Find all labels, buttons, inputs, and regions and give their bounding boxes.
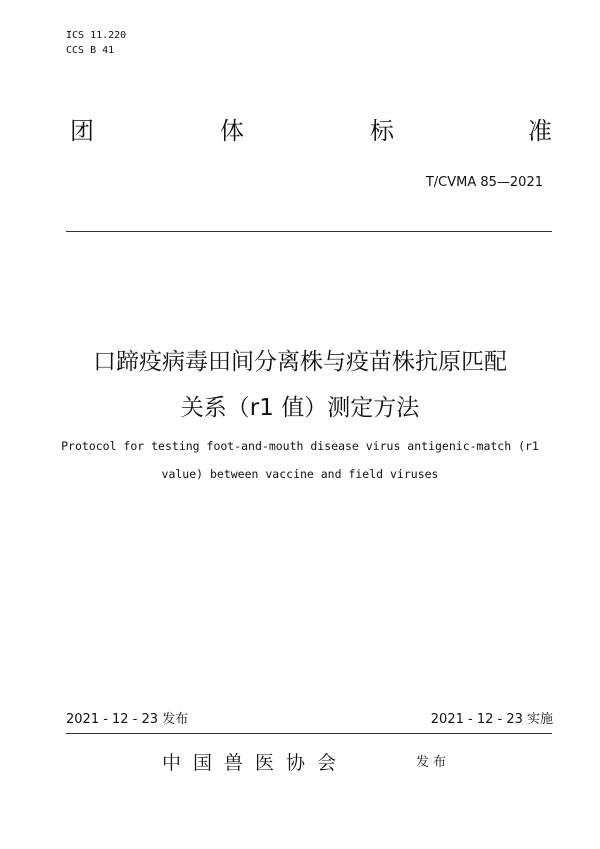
standard-type-char-2: 体 <box>220 117 244 145</box>
standard-type-char-4: 准 <box>528 117 552 145</box>
ics-code: ICS 11.220 <box>66 30 127 41</box>
standard-type-char-3: 标 <box>370 117 394 145</box>
implementation-date: 2021 - 12 - 23 实施 <box>430 712 553 727</box>
title-en-line-1: Protocol for testing foot-and-mouth disease virus antigenic-match (r1 <box>61 439 539 453</box>
publisher-action: 发布 <box>416 755 451 770</box>
standard-number: T/CVMA 85—2021 <box>425 175 543 190</box>
top-divider <box>66 231 552 232</box>
title-zh-line-2: 关系（r1 值）测定方法 <box>180 395 420 421</box>
bottom-divider <box>66 733 552 734</box>
issue-date: 2021 - 12 - 23 发布 <box>66 712 189 727</box>
title-zh-line-1: 口蹄疫病毒田间分离株与疫苗株抗原匹配 <box>93 349 507 375</box>
ccs-code: CCS B 41 <box>66 45 115 56</box>
title-en-line-2: value) between vaccine and field viruses <box>161 467 439 481</box>
publisher-name: 中国兽医协会 <box>162 752 349 774</box>
standard-type-char-1: 团 <box>70 117 94 145</box>
